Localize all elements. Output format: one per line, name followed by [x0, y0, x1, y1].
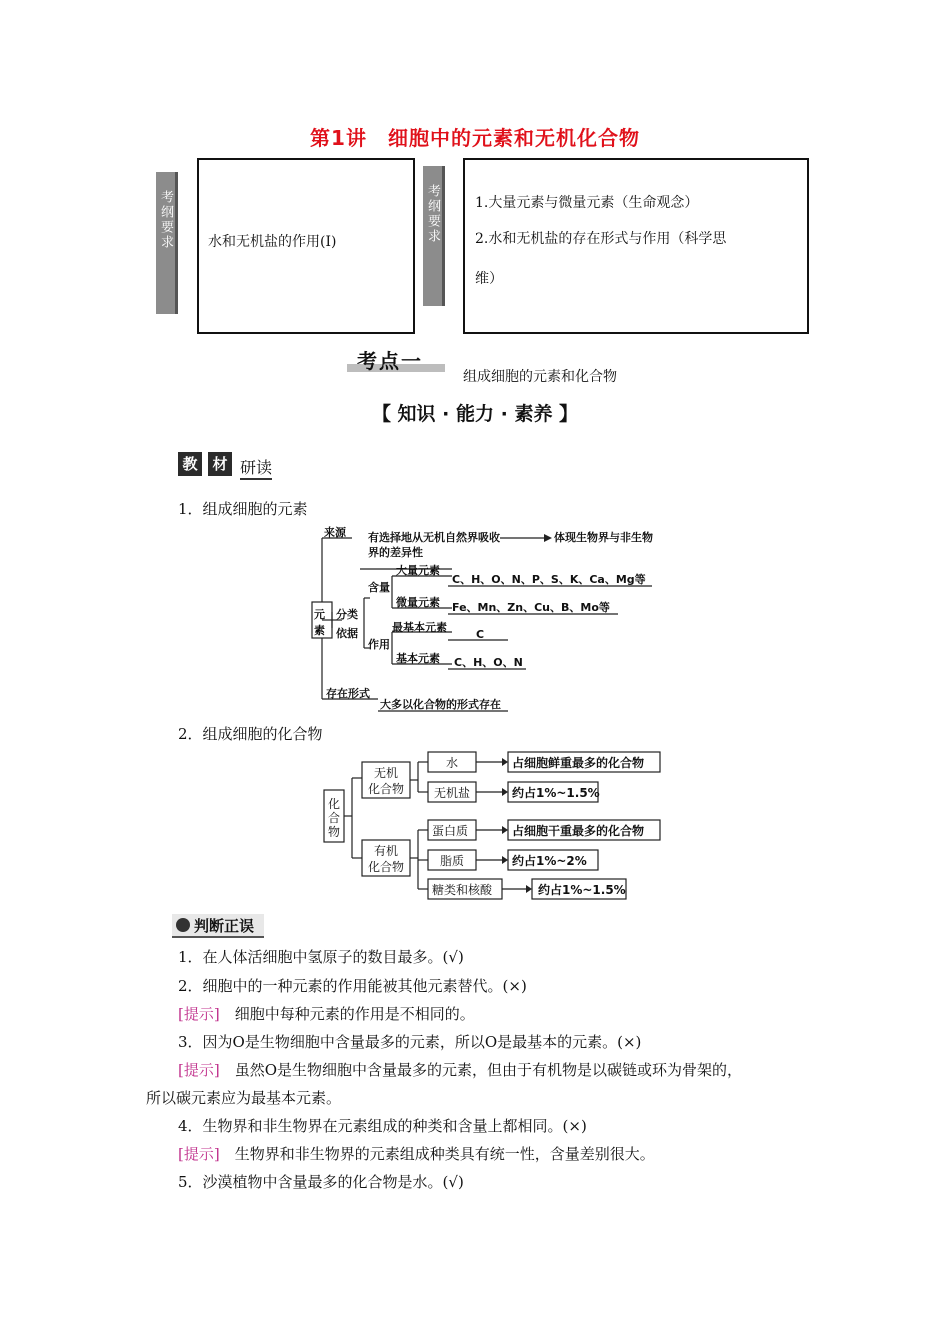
d1-exist-text: 大多以化合物的形式存在 [380, 698, 501, 711]
kaodian-topic: 组成细胞的元素和化合物 [463, 369, 617, 385]
d1-root-2: 素 [314, 624, 325, 637]
d2-root-3: 物 [328, 825, 341, 839]
judge-q5: 5．沙漠植物中含量最多的化合物是水。(√) [178, 1173, 464, 1191]
syllabus-left-box [197, 158, 415, 334]
d1-function: 作用 [368, 638, 390, 651]
d2-lipid: 脂质 [440, 854, 465, 868]
d1-macro-list: C、H、O、N、P、S、K、Ca、Mg等 [452, 573, 646, 586]
d2-salt-desc: 约占1%~1.5% [512, 786, 600, 800]
d2-organic-2: 化合物 [368, 860, 405, 874]
item1-title: 1．组成细胞的元素 [178, 500, 308, 518]
judge-hint3: [提示] 虽然O是生物细胞中含量最多的元素，但由于有机物是以碳链或环为骨架的， [178, 1061, 743, 1079]
d1-source-text3: 界的差异性 [368, 546, 423, 559]
judge-q1: 1．在人体活细胞中氢原子的数目最多。(√) [178, 948, 464, 966]
d1-source-label: 来源 [324, 526, 346, 539]
judge-q3: 3．因为O是生物细胞中含量最多的元素，所以O是最基本的元素。(×) [178, 1033, 642, 1051]
elements-diagram [300, 524, 680, 714]
d2-inorganic-2: 化合物 [368, 782, 405, 796]
d1-macro: 大量元素 [396, 564, 440, 577]
page-title: 第1讲 细胞中的元素和无机化合物 [310, 126, 640, 150]
judge-badge: 判断正误 [172, 914, 264, 938]
jiaocai-badge: 教 材 研读 [178, 452, 308, 478]
syllabus-right-box [463, 158, 809, 334]
d1-basic: 基本元素 [396, 652, 440, 665]
d2-root-1: 化 [328, 797, 341, 811]
d2-water: 水 [446, 756, 459, 770]
down-arrow-icon [176, 918, 190, 932]
d1-micro-list: Fe、Mn、Zn、Cu、B、Mo等 [452, 601, 610, 614]
judge-hint3-cont: 所以碳元素应为最基本元素。 [146, 1089, 342, 1107]
syllabus-item-2-cont: 维） [475, 271, 503, 287]
syllabus-left-text: 水和无机盐的作用(Ⅰ) [208, 234, 337, 250]
d2-protein-desc: 占细胞干重最多的化合物 [512, 824, 645, 838]
item2-title: 2．组成细胞的化合物 [178, 725, 323, 743]
syllabus-item-2: 2.水和无机盐的存在形式与作用（科学思 [475, 231, 727, 247]
d1-source-text1: 有选择地从无机自然界吸收 [368, 531, 500, 544]
d2-sugar: 糖类和核酸 [432, 883, 493, 897]
d2-root-2: 合 [328, 811, 341, 825]
d1-classify: 分类 [336, 608, 358, 621]
d1-content: 含量 [368, 581, 390, 594]
section-heading: 【 知识 · 能力 · 素养 】 [371, 403, 579, 425]
d2-protein: 蛋白质 [432, 824, 469, 838]
syllabus-label-left: 考纲要求 [156, 172, 178, 314]
syllabus-item-1: 1.大量元素与微量元素（生命观念） [475, 195, 699, 211]
d1-exist-label: 存在形式 [326, 687, 370, 700]
d1-source-text2: 体现生物界与非生物 [554, 531, 653, 544]
d2-organic-1: 有机 [374, 844, 399, 858]
d2-inorganic-1: 无机 [374, 766, 399, 780]
d1-most-basic-val: C [476, 628, 485, 641]
d2-salt: 无机盐 [434, 786, 471, 800]
d1-micro: 微量元素 [396, 596, 440, 609]
kaodian-badge: 考点一 [347, 345, 445, 375]
d2-water-desc: 占细胞鲜重最多的化合物 [512, 756, 645, 770]
judge-q4: 4．生物界和非生物界在元素组成的种类和含量上都相同。(×) [178, 1117, 587, 1135]
d2-lipid-desc: 约占1%~2% [512, 854, 587, 868]
judge-q2: 2．细胞中的一种元素的作用能被其他元素替代。(×) [178, 977, 527, 995]
d1-root-1: 元 [314, 608, 325, 621]
compounds-diagram [320, 748, 670, 903]
d1-basic-val: C、H、O、N [454, 656, 523, 669]
syllabus-label-right: 考纲要求 [423, 166, 445, 306]
d1-most-basic: 最基本元素 [392, 621, 447, 634]
judge-hint4: [提示] 生物界和非生物界的元素组成种类具有统一性，含量差别很大。 [178, 1145, 655, 1163]
judge-hint2: [提示] 细胞中每种元素的作用是不相同的。 [178, 1005, 475, 1023]
d1-basis: 依据 [336, 627, 358, 640]
d2-sugar-desc: 约占1%~1.5% [538, 883, 626, 897]
